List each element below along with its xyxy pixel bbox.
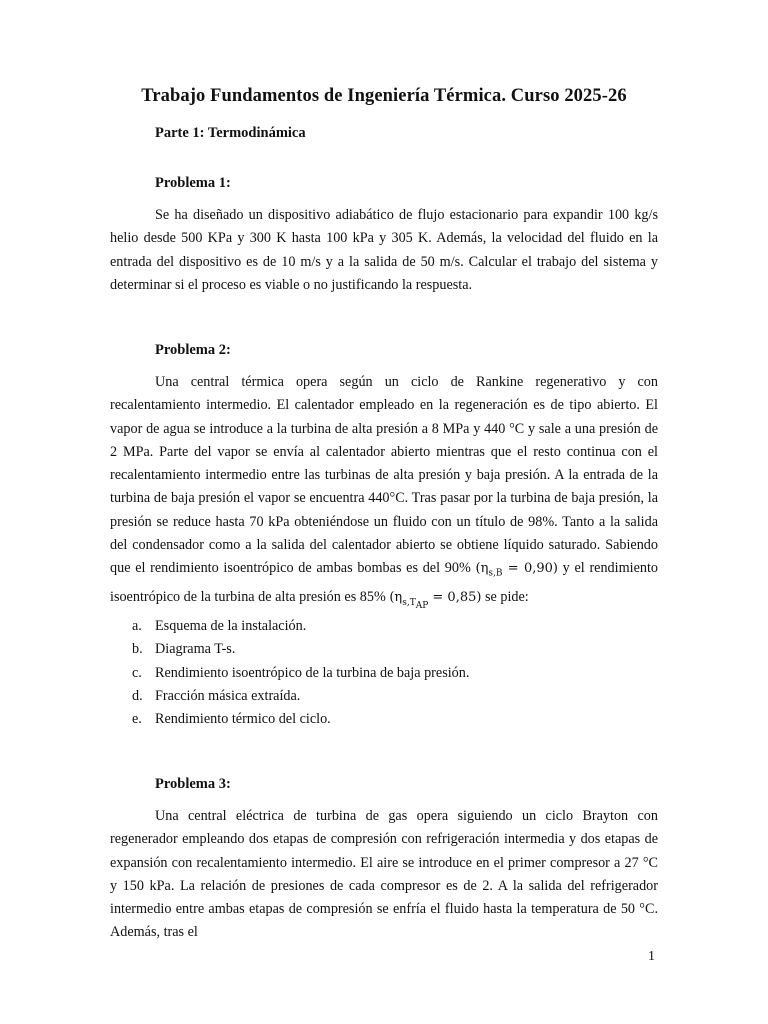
- eq2-value: = 0,85: [428, 590, 477, 606]
- list-item: [110, 615, 658, 638]
- list-marker: e.: [132, 711, 142, 728]
- document-title: Trabajo Fundamentos de Ingeniería Térmica. Curso 2025-26: [141, 86, 627, 106]
- list-item-text: Esquema de la instalación.: [155, 618, 307, 634]
- list-item: [110, 638, 658, 661]
- problem-1-text: Se ha diseñado un dispositivo adiabático de flujo estacionario para expandir 100 kg/s helio desde 500 KPa y 300 K hasta 100 kPa y 305 K. Además, la velocidad del fluido en la entrada del dispositivo es de 10 m/s y a la salida de 50 m/s. Calcular el trabajo del sistema y determinar si el proceso es viable o no justificando la respuesta.: [110, 207, 658, 293]
- pump-efficiency-equation: $(\eta_{s,B} = 0,90)$: [475, 561, 558, 579]
- problem-2-heading: Problema 2:: [155, 342, 231, 358]
- list-item-text: Diagrama T-s.: [155, 641, 236, 658]
- part-heading: Parte 1: Termodinámica: [155, 125, 306, 141]
- problem-2-text: [110, 371, 658, 618]
- list-item: [110, 662, 658, 685]
- eq2-sub-subscript: AP: [415, 600, 429, 611]
- list-marker: a.: [132, 618, 142, 634]
- list-item-text: Fracción másica extraída.: [155, 687, 301, 704]
- problem-2-text-part-3: se pide:: [481, 589, 529, 606]
- problem-2-text-part-2: y el rendimiento isoentrópico de la turbina de alta presión es 85%: [110, 560, 658, 606]
- list-marker: d.: [132, 687, 143, 704]
- problem-1-heading: Problema 1:: [155, 175, 231, 191]
- eq1-symbol: η: [480, 561, 489, 577]
- problem-3-text: Una central eléctrica de turbina de gas opera siguiendo un ciclo Brayton con regenerador empleando dos etapas de compresión con refrigeración intermedia y dos etapas de expansión con recalentamiento intermedio. El aire se introduce en el primer compresor a 27 °C y 150 kPa. La relación de presiones de cada compresor es de 2. A la salida del refrigerador intermedio entre ambas etapas de compresión se enfría el fluido hasta la temperatura de 50 °C. Además, tras el: [110, 808, 658, 941]
- turbine-efficiency-equation: $(\eta_{s,T_{AP}} = 0,85)$: [389, 590, 482, 611]
- problem-2-list: [110, 615, 658, 731]
- problem-2-text-part-1: Una central térmica opera según un ciclo de Rankine regenerativo y con recalentamiento intermedio. El calentador empleado en la regeneración es de tipo abierto. El vapor de agua se introduce a la turbina de alta presión a 8 MPa y 440 °C y sale a una presión de 2 MPa. Parte del vapor se envía al calentador abierto mientras que el resto continua con el recalentamiento intermedio entre las turbinas de alta presión y baja presión. A la entrada de la turbina de baja presión el vapor se encuentra 440°C. Tras pasar por la turbina de baja presión, la presión se reduce hasta 70 kPa obteniéndose un fluido con un título de 98%. Tanto a la salida del condensador como a la salida del calentador abierto se obtiene líquido saturado. Sabiendo que el rendimiento isoentrópico de ambas bombas es del 90%: [110, 374, 658, 577]
- list-item-text: Rendimiento térmico del ciclo.: [155, 711, 331, 728]
- eq1-subscript: s,B: [488, 568, 503, 579]
- page-number: 1: [648, 949, 655, 964]
- problem-3-heading: Problema 3:: [155, 776, 231, 792]
- list-item: [110, 685, 658, 708]
- list-marker: b.: [132, 641, 143, 658]
- list-item: [110, 708, 658, 731]
- eq2-subscript: s,T: [402, 597, 416, 608]
- eq1-value: = 0,90: [502, 561, 553, 577]
- eq2-symbol: η: [394, 590, 403, 606]
- list-item-text: Rendimiento isoentrópico de la turbina de baja presión.: [155, 664, 470, 681]
- list-marker: c.: [132, 664, 142, 681]
